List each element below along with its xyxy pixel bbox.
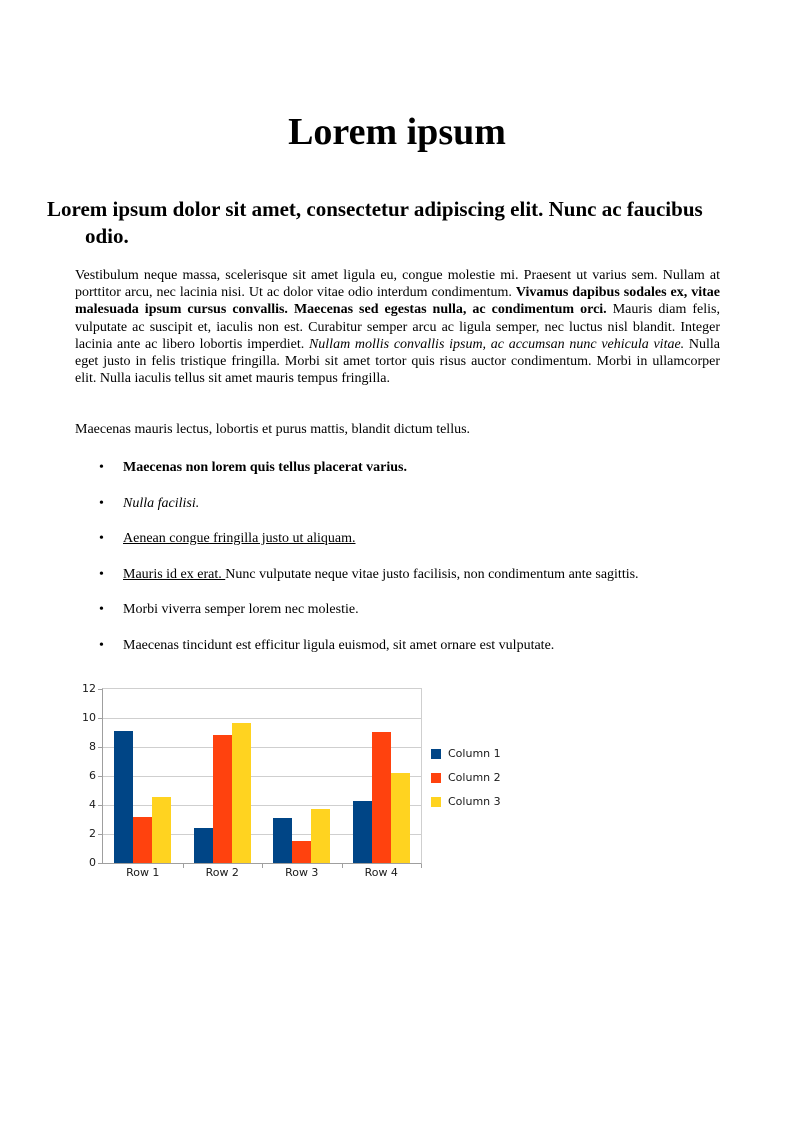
legend-label: Column 3: [448, 795, 501, 808]
list-item: [99, 495, 719, 512]
list-item: [99, 637, 719, 654]
x-axis-label: Row 3: [285, 866, 319, 879]
y-axis-label: 6: [89, 768, 96, 782]
legend-item: [431, 796, 501, 808]
bar-column-2: [292, 841, 311, 863]
bar-column-2: [133, 817, 152, 863]
y-axis-label: 0: [89, 855, 96, 869]
x-axis-tick: [183, 864, 184, 868]
legend-item: [431, 748, 501, 760]
bar-column-3: [152, 797, 171, 863]
list-item: [99, 601, 719, 618]
text-run: Vestibulum neque massa, scelerisque sit amet ligula eu, congue molestie mi. Praesent ut varius sem. Nullam at porttitor arcu, nec lacinia nisi. Ut ac dolor vitae odio interdum condimentum.: [75, 268, 720, 301]
bar-column-2: [372, 732, 391, 863]
bar-column-1: [194, 828, 213, 863]
chart-plot-area: [102, 688, 422, 864]
y-axis-label: 2: [89, 826, 96, 840]
bar-column-3: [391, 773, 410, 863]
bar-column-3: [232, 723, 251, 863]
bar-column-1: [273, 818, 292, 863]
list-item-text: Aenean congue fringilla justo ut aliquam.: [123, 531, 356, 546]
list-item: [99, 459, 719, 476]
list-item-text: Maecenas tincidunt est efficitur ligula euismod, sit amet ornare est vulputate.: [123, 637, 555, 653]
list-item-text: Nunc vulputate neque vitae justo facilisis, non condimentum ante sagittis.: [225, 566, 639, 582]
bar-chart: [75, 678, 555, 893]
y-axis-label: 8: [89, 739, 96, 753]
legend-swatch: [431, 749, 441, 759]
legend-label: Column 2: [448, 771, 501, 784]
y-axis-label: 4: [89, 797, 96, 811]
legend-item: [431, 772, 501, 784]
bullet-icon: •: [99, 566, 104, 582]
x-axis-label: Row 4: [364, 866, 398, 879]
bar-group: [262, 689, 342, 863]
text-run: Nulla eget justo in felis tristique fringilla. Morbi sit amet tortor quis risus auctor condimentum. Morbi in ullamcorper elit. Nulla iaculis tellus sit amet mauris tempus fringilla.: [75, 336, 721, 387]
list-item-text: Mauris id ex erat.: [123, 566, 226, 582]
bar-group: [103, 689, 183, 863]
list-item-text: Nulla facilisi.: [123, 495, 200, 511]
legend-swatch: [431, 797, 441, 807]
list-item: [99, 566, 719, 583]
bullet-icon: •: [99, 637, 104, 653]
bar-column-1: [114, 731, 133, 863]
paragraph-1: [75, 267, 720, 387]
list-item: [99, 530, 719, 547]
text-run: Mauris diam felis, vulputate ac suscipit et, iaculis non est. Curabitur semper arcu ac ligula semper, nec luctus nisl blandit. Integer lacinia ante ac libero lobortis imperdiet.: [75, 302, 720, 352]
bullet-icon: •: [99, 602, 104, 617]
bullet-list: [99, 459, 719, 672]
bullet-icon: •: [99, 460, 104, 475]
bar-column-3: [311, 809, 330, 863]
chart-legend: [431, 748, 501, 820]
paragraph-2: Maecenas mauris lectus, lobortis et purus mattis, blandit dictum tellus.: [75, 422, 471, 437]
section-heading: Lorem ipsum dolor sit amet, consectetur adipiscing elit. Nunc ac faucibus odio.: [47, 197, 703, 249]
bullet-icon: •: [99, 495, 104, 511]
list-item-text: Maecenas non lorem quis tellus placerat varius.: [123, 460, 408, 475]
x-axis-label: Row 1: [126, 866, 160, 879]
x-axis-tick: [421, 864, 422, 868]
x-axis-tick: [262, 864, 263, 868]
text-run-bold: Vivamus dapibus sodales ex, vitae malesuada ipsum cursus convallis. Maecenas sed egestas nulla, ac condimentum orci.: [75, 285, 721, 318]
bar-group: [342, 689, 422, 863]
list-item-text: Morbi viverra semper lorem nec molestie.: [123, 602, 359, 617]
page-title: Lorem ipsum: [288, 111, 506, 154]
bullet-icon: •: [99, 531, 104, 546]
bar-group: [183, 689, 263, 863]
x-axis-label: Row 2: [205, 866, 239, 879]
bar-column-1: [353, 801, 372, 863]
legend-label: Column 1: [448, 747, 501, 760]
y-axis-label: 12: [82, 681, 96, 695]
y-axis-label: 10: [82, 710, 96, 724]
legend-swatch: [431, 773, 441, 783]
x-axis-tick: [342, 864, 343, 868]
text-run-italic: Nullam mollis convallis ipsum, ac accumsan nunc vehicula vitae.: [308, 336, 685, 352]
bar-column-2: [213, 735, 232, 863]
